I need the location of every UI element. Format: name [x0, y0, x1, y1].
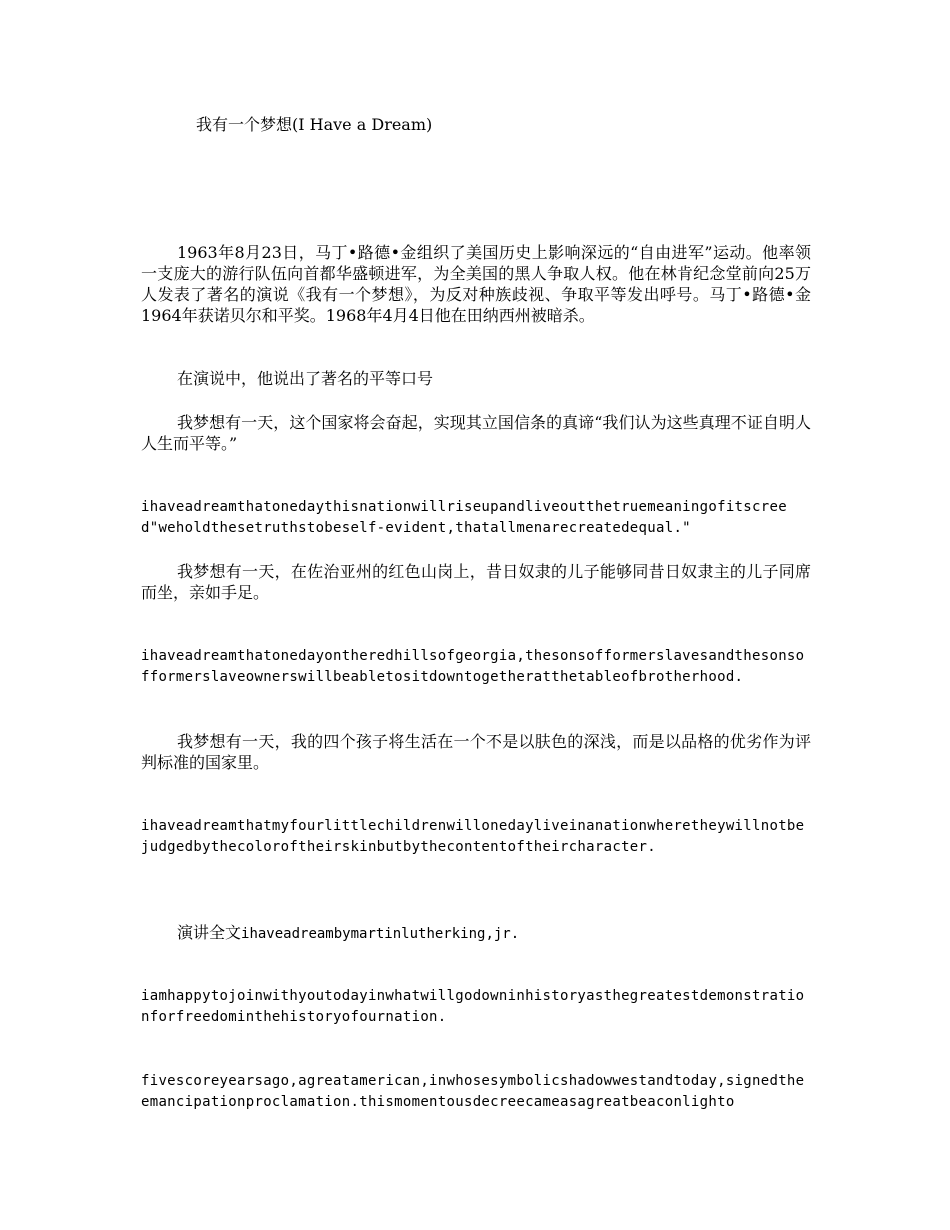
dream1-chinese: 我梦想有一天，这个国家将会奋起，实现其立国信条的真谛“我们认为这些真理不证自明人人生而平等。” [141, 413, 811, 453]
dream2-english: ihaveadreamthatonedayontheredhillsofgeorgia,thesonsofformerslavesandthesonsofformerslaveownerswillbeabletositdowntogetheratthetableofbrotherhood. [141, 648, 805, 685]
dream3-chinese: 我梦想有一天，我的四个孩子将生活在一个不是以肤色的深浅，而是以品格的优劣作为评判标准的国家里。 [141, 732, 811, 772]
fulltext-label-zh: 演讲全文 [177, 923, 242, 942]
slogan-intro: 在演说中，他说出了著名的平等口号 [177, 369, 434, 388]
intro-paragraph: 1963年8月23日，马丁•路德•金组织了美国历史上影响深远的“自由进军”运动。他率领一支庞大的游行队伍向首都华盛顿进军，为全美国的黑人争取人权。他在林肯纪念堂前向25万人发表了著名的演说《我有一个梦想》，为反对种族歧视、争取平等发出呼号。马丁•路德•金1964年获诺贝尔和平奖。1968年4月4日他在田纳西州被暗杀。 [141, 243, 811, 325]
dream2-chinese: 我梦想有一天，在佐治亚州的红色山岗上，昔日奴隶的儿子能够同昔日奴隶主的儿子同席而坐，亲如手足。 [141, 562, 811, 602]
dream3-english: ihaveadreamthatmyfourlittlechildrenwillonedayliveinanationwheretheywillnotbejudgedbythecoloroftheirskinbutbythecontentoftheircharacter. [141, 818, 805, 855]
dream1-english: ihaveadreamthatonedaythisnationwillriseupandliveoutthetruemeaningofitscreed"weholdthesetruthstobeself-evident,thatallmenarecreatedequal." [141, 499, 787, 536]
speech-paragraph-1: iamhappytojoinwithyoutodayinwhatwillgodowninhistoryasthegreatestdemonstrationforfreedominthehistoryofournation. [141, 988, 805, 1025]
fulltext-label-en: ihaveadreambymartinlutherking,jr. [241, 926, 520, 942]
speech-paragraph-2: fivescoreyearsago,agreatamerican,inwhosesymbolicshadowwestandtoday,signedtheemancipationproclamation.thismomentousdecreecameasagreatbeaconlighto [141, 1073, 805, 1110]
page-title: 我有一个梦想(I Have a Dream) [196, 115, 433, 134]
fulltext-heading [177, 922, 519, 945]
